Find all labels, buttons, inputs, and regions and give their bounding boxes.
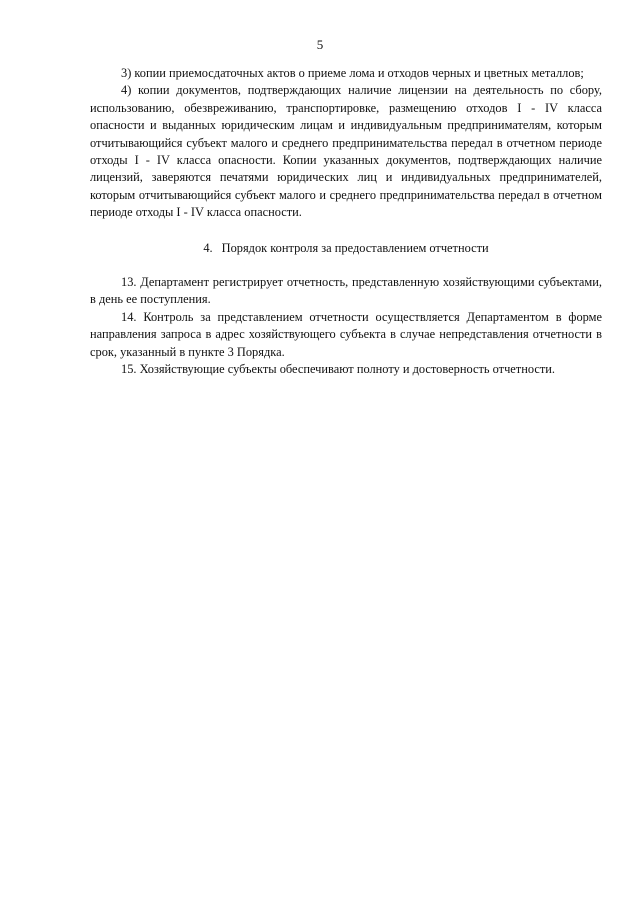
section-number: 4.: [203, 240, 213, 255]
page-number: 5: [316, 37, 324, 52]
section-title: Порядок контроля за предоставлением отчетности: [221, 240, 489, 255]
paragraph-15: 15. Хозяйствующие субъекты обеспечивают полноту и достоверность отчетности.: [121, 362, 555, 377]
paragraph-item-3: 3) копии приемосдаточных актов о приеме лома и отходов черных и цветных металлов;: [121, 66, 584, 80]
section-heading: [90, 240, 602, 257]
paragraph-13: 13. Департамент регистрирует отчетность, представленную хозяйствующими субъектами, в день ее поступления.: [90, 275, 602, 307]
document-body: [90, 65, 602, 379]
paragraph-item-4: 4) копии документов, подтверждающих наличие лицензии на деятельность по сбору, использованию, обезвреживанию, транспортировке, размещению отходов I - IV класса опасности и выданных юридическим лицам и индивидуальным предпринимателям, которым отчитывающийся субъект малого и среднего предпринимательства передал в отчетном периоде отходы I - IV класса опасности. Копии указанных документов, подтверждающих наличие лицензий, заверяются печатями юридических лиц и индивидуальных предпринимателей, которым отчитывающийся субъект малого и среднего предпринимательства передал в отчетном периоде отходы I - IV класса опасности.: [90, 83, 602, 220]
paragraph-14: 14. Контроль за представлением отчетности осуществляется Департаментом в форме направления запроса в адрес хозяйствующего субъекта в случае непредставления отчетности в срок, указанный в пункте 3 Порядка.: [90, 309, 602, 359]
